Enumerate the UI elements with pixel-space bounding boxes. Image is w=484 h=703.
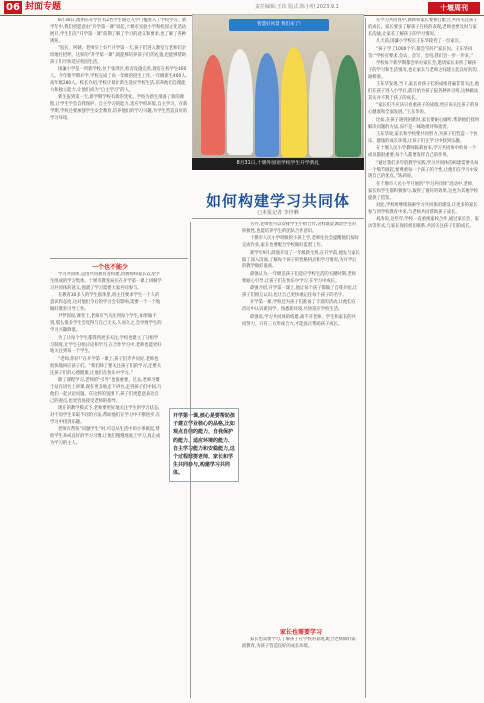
- article-photo: [192, 14, 364, 158]
- banner-text: 智慧好风景 我们来了!: [257, 22, 301, 27]
- paragraph: 对此,学校将继续探索学习共同体的建设,让更多的家长参与到学校教育中来,与老师共同帮助孩子成长。: [368, 203, 478, 215]
- paragraph: 王东华说,家长和学校要共同努力,为孩子们营造一个快乐、健康的成长环境,让孩子们在学习中找到乐趣。: [368, 132, 478, 144]
- paragraph: 薛强介绍,开学第一课上,他让每个孩子都做了自我介绍,让孩子们相互认识,也让自己更快地记住每个孩子的名字。: [242, 286, 358, 299]
- paragraph: 开学第一课,学校还为孩子们准备了丰富的活动,让他们在活动中认识新同学、熟悉新环境,尽快适应学校生活。: [242, 300, 356, 313]
- subhead-everyone: 一个也不能少: [91, 264, 128, 271]
- paragraph: 学习共同体,是由共同教育者构建,由教师和家长以及学生组成的学习集体。十堰市教育局长在开学第一课上讲解学习共同体的意义,强调了学习需要大家共同参与。: [50, 272, 162, 291]
- paragraph: “老师,你好!”在开学第一课上,孩子们齐声问好,老师也很快地回应孩子们。“我们除了要关注孩子们的学习,还要关注孩子们的心理健康,让他们在快乐中学习。”: [50, 356, 162, 376]
- article-byline: □本报记者 李世晒: [257, 210, 299, 216]
- column-1-bottom: [50, 272, 162, 692]
- section-title: 封面专题: [25, 2, 62, 12]
- paragraph: 老师在帮扶“问题学生”时,可以从生活中的小事做起,帮助学生养成良好的学习习惯,让他们慢慢地爱上学习,真正成为学习的主人。: [50, 427, 161, 447]
- editor-credits: 责任编辑:王玮 版式:陈小明 2023.9.1: [255, 4, 339, 10]
- paragraph: 国藩小学是一所新学校,位于张湾区,校舍设施完善,现有在校学生400人。今年新学期开学,学校完成了高一年级的招生工作,一年级新生400人,高年级280人。校长介绍,学校计划让新生适应学校生活,培养他们自理能力和独立能力,让他们成为“自主学习”的人。: [50, 67, 187, 94]
- paragraph: 在学习共同体中,教师和家长要相互配合,共同关注孩子的成长。家长要多了解孩子在校的表现,老师也要及时与家长沟通,让家长了解孩子的学习情况。: [368, 18, 478, 37]
- paragraph: 十堰市人民小学班级的小孩上学,老师往往会提醒他们按时完成作业,家长也要配合学校做好监督工作。: [242, 236, 359, 249]
- photo-banner: [229, 19, 329, 31]
- student-figure: [281, 47, 307, 157]
- column-divider: [365, 18, 366, 698]
- student-figure: [227, 49, 253, 155]
- column-1-top: [50, 18, 188, 258]
- paragraph: 几天前,国藩小学校长王东华接待了一位家长。: [376, 39, 464, 45]
- paragraph: “院长、阿姨、老师早上好!”开学第一天,孩子们进入教室与老师们亲切地打招呼。这样的“开学第一课”,既能够培养孩子们的礼貌,也能够帮助孩子们尽快适应校园生活。: [50, 46, 187, 65]
- student-figure: [255, 53, 279, 157]
- paragraph: 另外,老师也可以安排学生小组合作,这样既能调动学生的积极性,也能培养学生的团队合作意识。: [242, 222, 356, 234]
- paragraph: 除了课程学习,老师的“引导”也很重要。过去,老师习惯于站在讲台上讲课,现在更多地走下讲台,走到孩子们中间,与他们一起讨论问题。在这样的氛围下,孩子们更愿意表达自己的观点,也更容易接受老师的指导。: [50, 378, 162, 404]
- paragraph: 现在的教学模式下,老师要更好地关注学生的学习状态,对不同学生采取不同的方法,帮助他们在学习中不断进步,在学习中找到乐趣。: [50, 406, 161, 426]
- column-2-tail: [242, 637, 360, 695]
- student-figure: [335, 55, 361, 157]
- column-3: [368, 18, 480, 698]
- student-figure: [309, 51, 333, 157]
- paragraph: 尹梦园说,课堂上,老师应当关注到每个学生,如果做不到,那么很多学生会觉得与自己无关,久而久之,会导致学生的学习兴趣降低。: [50, 314, 162, 334]
- column-divider: [50, 258, 188, 259]
- paragraph: 在教育30多人的学生群体里,班主任要求学生一个人的意识和态度,这对他们今后的学习会有影响,需要一个一个地做好教育引导工作。: [50, 293, 161, 313]
- paragraph: “家长们不应该只看重孩子的成绩,更应该关注孩子的身心健康和全面发展。”王东华说。: [368, 103, 479, 116]
- pull-quote: 开学第一课,核心是要帮助孩子建立学业核心的品格,比如观点自信的能力、自我保护的能力、适应环境的能力、自主学习能力和安稳能力,这个过程需要老师、家长和学生共同参与,构建学习共同体。: [169, 408, 239, 482]
- newspaper-name: 十堰周刊: [428, 2, 480, 14]
- paragraph: 家长也需要学习,了解孩子在学校的表现,配合老师做好家庭教育,为孩子营造良好的成长环境。: [242, 637, 356, 649]
- paragraph: “孩子学了1000个字,都会写吗?”家长问。王东华回答:“学校有要求,会认、会写、会用,我们会一步一步来。”: [368, 46, 474, 59]
- paragraph: 刘涛说,这些年,学校一直重视家校合作,通过家长会、家访等形式,与家长保持密切联系,共同关注孩子们的成长。: [368, 217, 479, 230]
- title-underline: [192, 218, 364, 219]
- paragraph: 为了让每个学生都得到更多关注,学校也建立了分组学习制度,让学生分组讨论和学习,在合作学习中,老师也能更好地关注到每一个学生。: [50, 335, 162, 355]
- paragraph: 薛强说,学习共同体的构建,离不开老师、学生和家长的共同努力。只有三方形成合力,才能真正帮助孩子成长。: [242, 314, 356, 327]
- paragraph: 8月30日,澳州东升学区有2名学生通过入学门槛进入了学校学习。新学年中,我们更愿意由“开学第一课”说起,十堰市实验小学和校园文化活动展开,学生们在“开学第一课”前期了解了学习的意义和要求,也了解了各种规矩。: [50, 18, 187, 44]
- paragraph: 比如,在孩子遇到困难时,家长要耐心倾听,帮助他们找到解决问题的方法,而不是一味地批评和指责。: [368, 117, 479, 130]
- column-2: [242, 222, 360, 622]
- paragraph: 新学年9月,薛强开设了一年级新生班,在开学前,他先与家长做了深入沟通,了解每个孩子的性格特点和学习情况,为开学后的教学做好准备。: [242, 250, 360, 270]
- student-figure: [201, 55, 225, 155]
- paragraph: 在十堰市人民小学开展的“学习共同体”活动中,老师、家长和学生都积极参与,取得了很好的效果,这也为其他学校提供了借鉴。: [368, 181, 479, 201]
- photo-caption: 8月31日,十堰外国语学校学生开学典礼: [192, 158, 364, 170]
- subhead-parents: 家长也需要学习: [279, 629, 322, 636]
- page-number: 06: [4, 1, 22, 14]
- paragraph: 王东华发现,当下,家长对孩子们的成绩普遍非常关注,他们在孩子进入小学后,就开始为孩子报各种补习班,这种做法其实并不利于孩子的成长。: [368, 82, 479, 101]
- paragraph: 在十堰人民小学教师陈莉看来,学习共同体中的每一个成员都很重要,每个人都要发挥自己的作用。: [368, 146, 477, 159]
- paragraph: 学校每个新学期都会举办家长会,邀请家长来校了解孩子的学习和生活情况,也让家长与老师之间建立起良好的沟通桥梁。: [368, 60, 477, 80]
- article-title: 如何构建学习共同体: [205, 192, 350, 210]
- paragraph: 薛强认为,一年级是孩子们适应学校生活的关键时期,老师要耐心引导,让孩子们在快乐中学习,在学习中成长。: [242, 271, 356, 284]
- paragraph: 新生报到第一天,新学期学校有新的变化。学校为新生准备了新的课程,让学生学会自我保护、自主学习的能力,适应学校环境,自主学习。在新学期,学校还要加强学生安全教育,培养他们的学习兴趣,为学生营造良好的学习环境。: [50, 95, 188, 122]
- paragraph: “通过我们多年的教学实践,学习共同体的构建需要从每一个细节做起,要尊重每一个孩子的个性,让他们在学习中发现自己的优点。”陈莉说。: [368, 160, 479, 180]
- column-divider: [190, 222, 191, 698]
